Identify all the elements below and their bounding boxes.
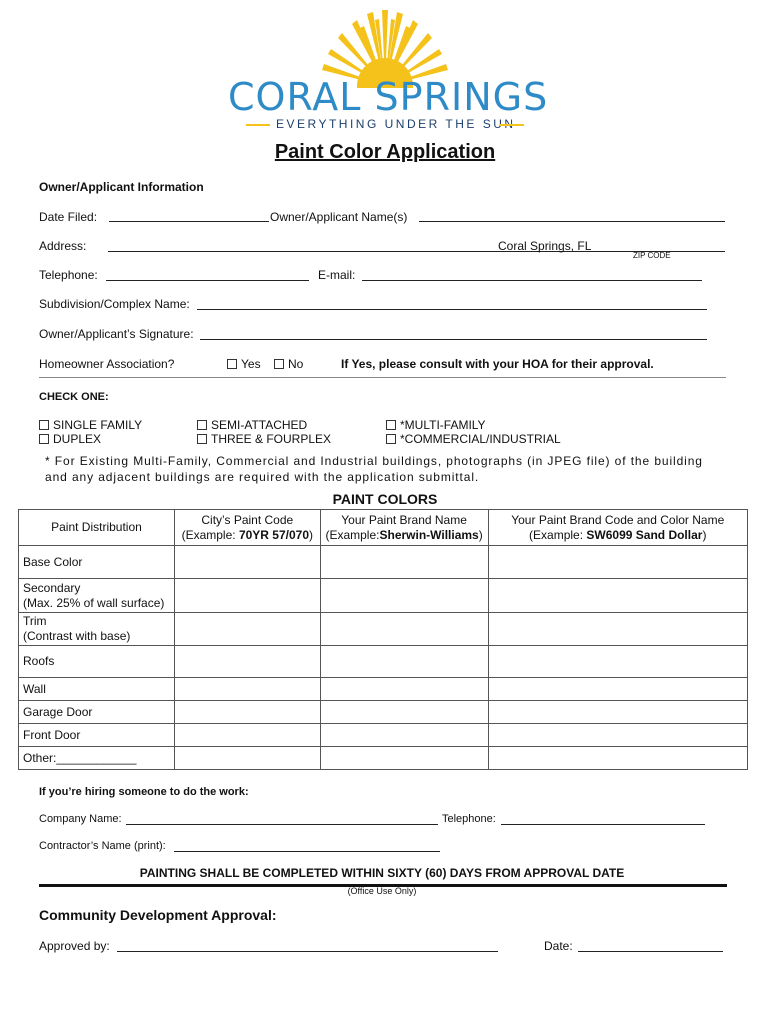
hoa-no-label: No <box>288 357 304 371</box>
semi-attached-label: SEMI-ATTACHED <box>211 418 308 432</box>
date-filed-field[interactable] <box>109 221 269 222</box>
logo-city-name: CORAL SPRINGS <box>228 75 549 119</box>
logo-tagline: EVERYTHING UNDER THE SUN <box>276 117 516 131</box>
header-brand-name-title: Your Paint Brand Name <box>341 512 467 527</box>
brand-example-suffix: ) <box>478 527 483 542</box>
header-paint-distribution-text: Paint Distribution <box>51 520 142 534</box>
photo-requirement-note-1: * For Existing Multi-Family, Commercial and Industrial buildings, photographs (in JPEG file) of the building <box>45 454 703 468</box>
paint-table-header-row <box>19 510 748 546</box>
trim-brand-name-cell[interactable] <box>320 613 488 646</box>
option-semi-attached[interactable] <box>197 418 307 432</box>
roofs-brand-code-cell[interactable] <box>488 646 747 678</box>
secondary-brand-name-cell[interactable] <box>320 579 488 613</box>
hoa-yes-checkbox[interactable] <box>227 359 237 369</box>
company-name-field[interactable] <box>126 824 438 825</box>
multi-family-checkbox[interactable] <box>386 420 396 430</box>
other-brand-code-cell[interactable] <box>488 747 747 770</box>
duplex-label: DUPLEX <box>53 432 102 446</box>
roofs-brand-name-cell[interactable] <box>320 646 488 678</box>
hoa-note: If Yes, please consult with your HOA for their approval. <box>341 357 654 371</box>
subdivision-label: Subdivision/Complex Name: <box>39 297 190 311</box>
subdivision-field[interactable] <box>197 309 707 310</box>
email-label: E-mail: <box>318 268 356 282</box>
semi-attached-checkbox[interactable] <box>197 420 207 430</box>
secondary-city-code-cell[interactable] <box>174 579 320 613</box>
table-row <box>19 701 748 724</box>
approved-by-field[interactable] <box>117 951 498 952</box>
other-city-code-cell[interactable] <box>174 747 320 770</box>
garage-brand-code-cell[interactable] <box>488 701 747 724</box>
row-label-roofs: Roofs <box>19 646 175 678</box>
table-row <box>19 678 748 701</box>
brand-example-prefix: (Example: <box>325 527 380 542</box>
header-city-code <box>174 510 320 546</box>
date-filed-label: Date Filed: <box>39 210 98 224</box>
front-city-code-cell[interactable] <box>174 724 320 747</box>
front-brand-name-cell[interactable] <box>320 724 488 747</box>
base-brand-name-cell[interactable] <box>320 546 488 579</box>
approval-date-label: Date: <box>544 939 573 953</box>
address-label: Address: <box>39 239 87 253</box>
contractor-telephone-label: Telephone: <box>442 813 496 825</box>
trim-label-line1: Trim <box>23 614 47 628</box>
logo-tagline-line-left <box>246 124 270 126</box>
row-label-garage-door: Garage Door <box>19 701 175 724</box>
row-label-other[interactable]: Other:____________ <box>19 747 175 770</box>
secondary-brand-code-cell[interactable] <box>488 579 747 613</box>
code-example-value: SW6099 Sand Dollar <box>586 527 703 542</box>
table-row <box>19 646 748 678</box>
base-city-code-cell[interactable] <box>174 546 320 579</box>
wall-city-code-cell[interactable] <box>174 678 320 701</box>
approval-date-field[interactable] <box>578 951 723 952</box>
city-example-value: 70YR 57/070 <box>238 527 309 542</box>
garage-brand-name-cell[interactable] <box>320 701 488 724</box>
header-brand-name <box>320 510 488 546</box>
roofs-city-code-cell[interactable] <box>174 646 320 678</box>
trim-label-line2: (Contrast with base) <box>23 629 131 643</box>
row-label-trim <box>19 613 175 646</box>
multi-family-label: *MULTI-FAMILY <box>400 418 486 432</box>
row-label-secondary <box>19 579 175 613</box>
header-brand-code-example <box>493 528 743 543</box>
hoa-yes-label: Yes <box>241 357 261 371</box>
city-state-text: Coral Springs, FL <box>498 239 592 253</box>
commercial-label: *COMMERCIAL/INDUSTRIAL <box>400 432 561 446</box>
three-fourplex-checkbox[interactable] <box>197 434 207 444</box>
option-multi-family[interactable] <box>386 418 486 432</box>
option-single-family[interactable] <box>39 418 142 432</box>
company-name-label: Company Name: <box>39 813 122 825</box>
header-paint-distribution <box>19 510 175 546</box>
table-row <box>19 546 748 579</box>
table-row <box>19 724 748 747</box>
email-field[interactable] <box>362 280 702 281</box>
secondary-label-line2: (Max. 25% of wall surface) <box>23 595 165 610</box>
table-row <box>19 579 748 613</box>
approved-by-label: Approved by: <box>39 939 110 953</box>
contractor-telephone-field[interactable] <box>501 824 705 825</box>
table-row <box>19 613 748 646</box>
completion-notice: PAINTING SHALL BE COMPLETED WITHIN SIXTY (60) DAYS FROM APPROVAL DATE <box>139 866 625 880</box>
logo-tagline-line-right <box>500 124 524 126</box>
signature-field[interactable] <box>200 339 707 340</box>
option-three-fourplex[interactable] <box>197 432 331 446</box>
code-example-suffix: ) <box>702 527 707 542</box>
commercial-checkbox[interactable] <box>386 434 396 444</box>
owner-names-label: Owner/Applicant Name(s) <box>270 210 408 224</box>
wall-brand-name-cell[interactable] <box>320 678 488 701</box>
page-title: Paint Color Application <box>274 141 496 163</box>
other-brand-name-cell[interactable] <box>320 747 488 770</box>
secondary-label-line1: Secondary <box>23 580 81 595</box>
hoa-question-label: Homeowner Association? <box>39 357 175 371</box>
office-use-label: (Office Use Only) <box>347 886 417 896</box>
header-city-code-title: City’s Paint Code <box>201 512 294 527</box>
option-commercial[interactable] <box>386 432 561 446</box>
three-fourplex-label: THREE & FOURPLEX <box>211 432 332 446</box>
table-row <box>19 747 748 770</box>
city-example-prefix: (Example: <box>181 527 239 542</box>
duplex-checkbox[interactable] <box>39 434 49 444</box>
header-brand-code-title: Your Paint Brand Code and Color Name <box>511 512 725 527</box>
approval-heading: Community Development Approval: <box>39 907 277 923</box>
header-brand-name-example <box>325 528 484 543</box>
paint-colors-table <box>18 509 748 770</box>
option-duplex[interactable] <box>39 432 101 446</box>
brand-example-value: Sherwin-Williams <box>379 527 479 542</box>
header-city-code-example <box>179 528 316 543</box>
owner-section-divider <box>39 377 726 378</box>
row-label-front-door: Front Door <box>19 724 175 747</box>
photo-requirement-note-2: and any adjacent buildings are required with the application submittal. <box>45 470 480 484</box>
contractor-name-label: Contractor’s Name (print): <box>39 840 166 852</box>
hoa-no-checkbox[interactable] <box>274 359 284 369</box>
hoa-no-option[interactable] <box>274 357 303 371</box>
check-one-heading: CHECK ONE: <box>39 391 109 403</box>
contractor-name-field[interactable] <box>174 851 440 852</box>
telephone-label: Telephone: <box>39 268 98 282</box>
owner-section-heading: Owner/Applicant Information <box>39 180 204 194</box>
contractor-heading: If you’re hiring someone to do the work: <box>39 786 249 798</box>
garage-city-code-cell[interactable] <box>174 701 320 724</box>
telephone-field[interactable] <box>106 280 309 281</box>
wall-brand-code-cell[interactable] <box>488 678 747 701</box>
trim-brand-code-cell[interactable] <box>488 613 747 646</box>
base-brand-code-cell[interactable] <box>488 546 747 579</box>
front-brand-code-cell[interactable] <box>488 724 747 747</box>
row-label-wall: Wall <box>19 678 175 701</box>
trim-city-code-cell[interactable] <box>174 613 320 646</box>
owner-names-field[interactable] <box>419 221 725 222</box>
signature-label: Owner/Applicant’s Signature: <box>39 327 194 341</box>
single-family-checkbox[interactable] <box>39 420 49 430</box>
single-family-label: SINGLE FAMILY <box>53 418 143 432</box>
row-label-base: Base Color <box>19 546 175 579</box>
hoa-yes-option[interactable] <box>227 357 261 371</box>
city-example-suffix: ) <box>309 527 313 542</box>
code-example-prefix: (Example: <box>529 527 587 542</box>
header-brand-code <box>488 510 747 546</box>
zip-code-label: ZIP CODE <box>633 251 671 260</box>
paint-colors-heading: PAINT COLORS <box>332 491 438 507</box>
